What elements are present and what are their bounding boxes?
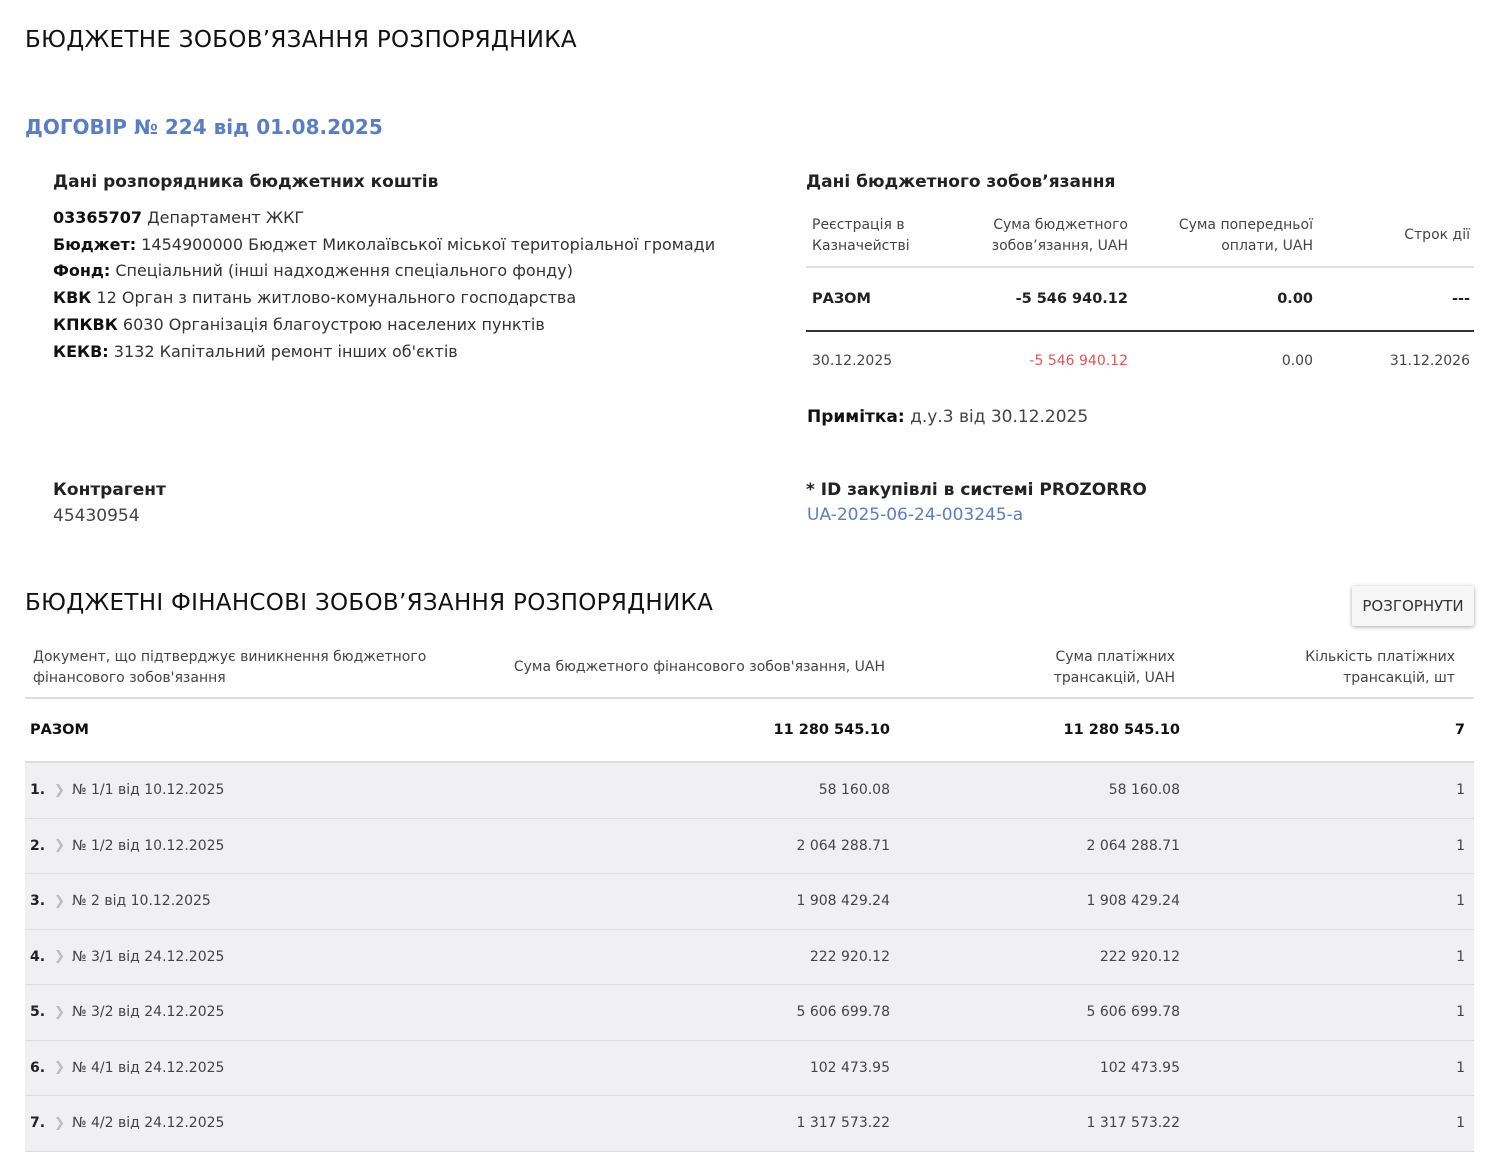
col-fin-sum: Сума бюджетного фінансового зобов'язання, UAH	[513, 659, 885, 675]
total-label: РАЗОМ	[30, 722, 89, 738]
row-number: 2.	[30, 837, 46, 854]
obligation-heading: Дані бюджетного зобов’язання	[806, 172, 1116, 192]
manager-line	[53, 232, 715, 259]
row-document: № 3/2 від 24.12.2025	[72, 1004, 225, 1021]
manager-line	[53, 205, 715, 232]
manager-line	[53, 312, 715, 339]
row-count: 1	[1456, 1115, 1465, 1132]
row-number: 5.	[30, 1004, 46, 1021]
total-row	[25, 699, 1474, 763]
table-row[interactable]	[25, 874, 1474, 930]
page-title: БЮДЖЕТНЕ ЗОБОВ’ЯЗАННЯ РОЗПОРЯДНИКА	[25, 27, 577, 53]
table-row[interactable]	[25, 763, 1474, 819]
manager-line	[53, 258, 715, 285]
row-payments: 2 064 288.71	[1086, 837, 1180, 854]
col-term: Строк дії	[1404, 227, 1470, 243]
total-sum: 11 280 545.10	[773, 722, 890, 738]
line-value: Спеціальний (інші надходження спеціального фонду)	[115, 261, 573, 281]
row-payments: 1 908 429.24	[1086, 893, 1180, 910]
manager-info	[53, 205, 715, 365]
row-document: № 1/1 від 10.12.2025	[72, 782, 225, 799]
counterparty-heading: Контрагент	[53, 480, 166, 500]
row-prepay: 0.00	[1281, 353, 1313, 369]
note-value: д.у.3 від 30.12.2025	[910, 407, 1089, 427]
row-count: 1	[1456, 837, 1465, 854]
col-prepay: Сума попередньої оплати, UAH	[1178, 216, 1313, 254]
row-number: 6.	[30, 1059, 46, 1076]
row-sum: 58 160.08	[818, 782, 890, 799]
row-sum: 1 317 573.22	[796, 1115, 890, 1132]
row-date: 30.12.2025	[812, 353, 893, 369]
total-term: ---	[1451, 291, 1470, 307]
chevron-right-icon[interactable]: ❯	[54, 1060, 65, 1076]
prozorro-heading: * ID закупівлі в системі PROZORRO	[806, 480, 1147, 500]
row-document: № 1/2 від 10.12.2025	[72, 837, 225, 854]
counterparty-value: 45430954	[53, 506, 140, 526]
total-count: 7	[1454, 722, 1465, 738]
row-count: 1	[1456, 948, 1465, 965]
chevron-right-icon[interactable]: ❯	[54, 949, 65, 965]
row-payments: 5 606 699.78	[1086, 1004, 1180, 1021]
row-payments: 222 920.12	[1099, 948, 1180, 965]
chevron-right-icon[interactable]: ❯	[54, 893, 65, 909]
line-value: 1454900000 Бюджет Миколаївської міської територіальної громади	[141, 234, 716, 254]
line-label: КВК	[53, 288, 92, 308]
financial-title: БЮДЖЕТНІ ФІНАНСОВІ ЗОБОВ’ЯЗАННЯ РОЗПОРЯДНИКА	[25, 590, 714, 616]
line-value: 12 Орган з питань житлово-комунального господарства	[96, 288, 577, 308]
line-label: Бюджет:	[53, 234, 137, 254]
col-sum: Сума бюджетного зобов’язання, UAH	[991, 216, 1128, 254]
total-payments: 11 280 545.10	[1063, 722, 1180, 738]
prozorro-link[interactable]: UA-2025-06-24-003245-a	[807, 505, 1024, 525]
table-row[interactable]	[25, 930, 1474, 986]
col-count: Кількість платіжних трансакцій, шт	[1305, 648, 1455, 686]
row-count: 1	[1456, 893, 1465, 910]
line-value: 3132 Капітальний ремонт інших об'єктів	[113, 341, 458, 361]
line-label: Фонд:	[53, 261, 111, 281]
row-document: № 2 від 10.12.2025	[72, 893, 211, 910]
line-label: КЕКВ:	[53, 341, 109, 361]
chevron-right-icon[interactable]: ❯	[54, 1115, 65, 1131]
row-sum: 1 908 429.24	[796, 893, 890, 910]
row-payments: 58 160.08	[1108, 782, 1180, 799]
table-row[interactable]	[25, 1096, 1474, 1152]
row-payments: 1 317 573.22	[1086, 1115, 1180, 1132]
table-row[interactable]	[25, 1041, 1474, 1097]
total-row	[806, 268, 1474, 332]
total-sum: -5 546 940.12	[1015, 291, 1128, 307]
row-document: № 4/1 від 24.12.2025	[72, 1059, 225, 1076]
row-count: 1	[1456, 782, 1465, 799]
row-number: 4.	[30, 948, 46, 965]
total-label: РАЗОМ	[812, 291, 871, 307]
expand-button[interactable]: РОЗГОРНУТИ	[1352, 586, 1474, 626]
row-count: 1	[1456, 1059, 1465, 1076]
note	[807, 407, 1088, 427]
row-sum: 2 064 288.71	[796, 837, 890, 854]
manager-line	[53, 285, 715, 312]
row-count: 1	[1456, 1004, 1465, 1021]
table-row	[806, 332, 1474, 390]
line-label: КПКВК	[53, 314, 118, 334]
manager-heading: Дані розпорядника бюджетних коштів	[53, 172, 439, 192]
col-registration: Реєстрація в Казначействі	[812, 216, 910, 254]
table-row[interactable]	[25, 985, 1474, 1041]
table-row[interactable]	[25, 819, 1474, 875]
row-document: № 3/1 від 24.12.2025	[72, 948, 225, 965]
row-document: № 4/2 від 24.12.2025	[72, 1115, 225, 1132]
chevron-right-icon[interactable]: ❯	[54, 1004, 65, 1020]
manager-line	[53, 339, 715, 366]
row-payments: 102 473.95	[1099, 1059, 1180, 1076]
contract-link[interactable]: ДОГОВІР № 224 від 01.08.2025	[25, 115, 383, 139]
line-label: 03365707	[53, 208, 143, 227]
row-sum: -5 546 940.12	[1029, 353, 1128, 369]
financial-table	[25, 638, 1474, 1152]
row-sum: 222 920.12	[809, 948, 890, 965]
row-term: 31.12.2026	[1389, 353, 1470, 369]
obligation-table	[806, 205, 1474, 390]
row-number: 3.	[30, 893, 46, 910]
chevron-right-icon[interactable]: ❯	[54, 782, 65, 798]
note-label: Примітка:	[807, 407, 905, 427]
row-number: 7.	[30, 1115, 46, 1132]
row-number: 1.	[30, 782, 46, 799]
total-prepay: 0.00	[1277, 291, 1313, 307]
chevron-right-icon[interactable]: ❯	[54, 838, 65, 854]
col-document: Документ, що підтверджує виникнення бюджетного фінансового зобов'язання	[33, 648, 427, 686]
line-value: 6030 Організація благоустрою населених пунктів	[122, 314, 545, 334]
row-sum: 102 473.95	[809, 1059, 890, 1076]
row-sum: 5 606 699.78	[796, 1004, 890, 1021]
line-value: Департамент ЖКГ	[147, 208, 305, 227]
col-payments: Сума платіжних трансакцій, UAH	[1053, 648, 1175, 686]
